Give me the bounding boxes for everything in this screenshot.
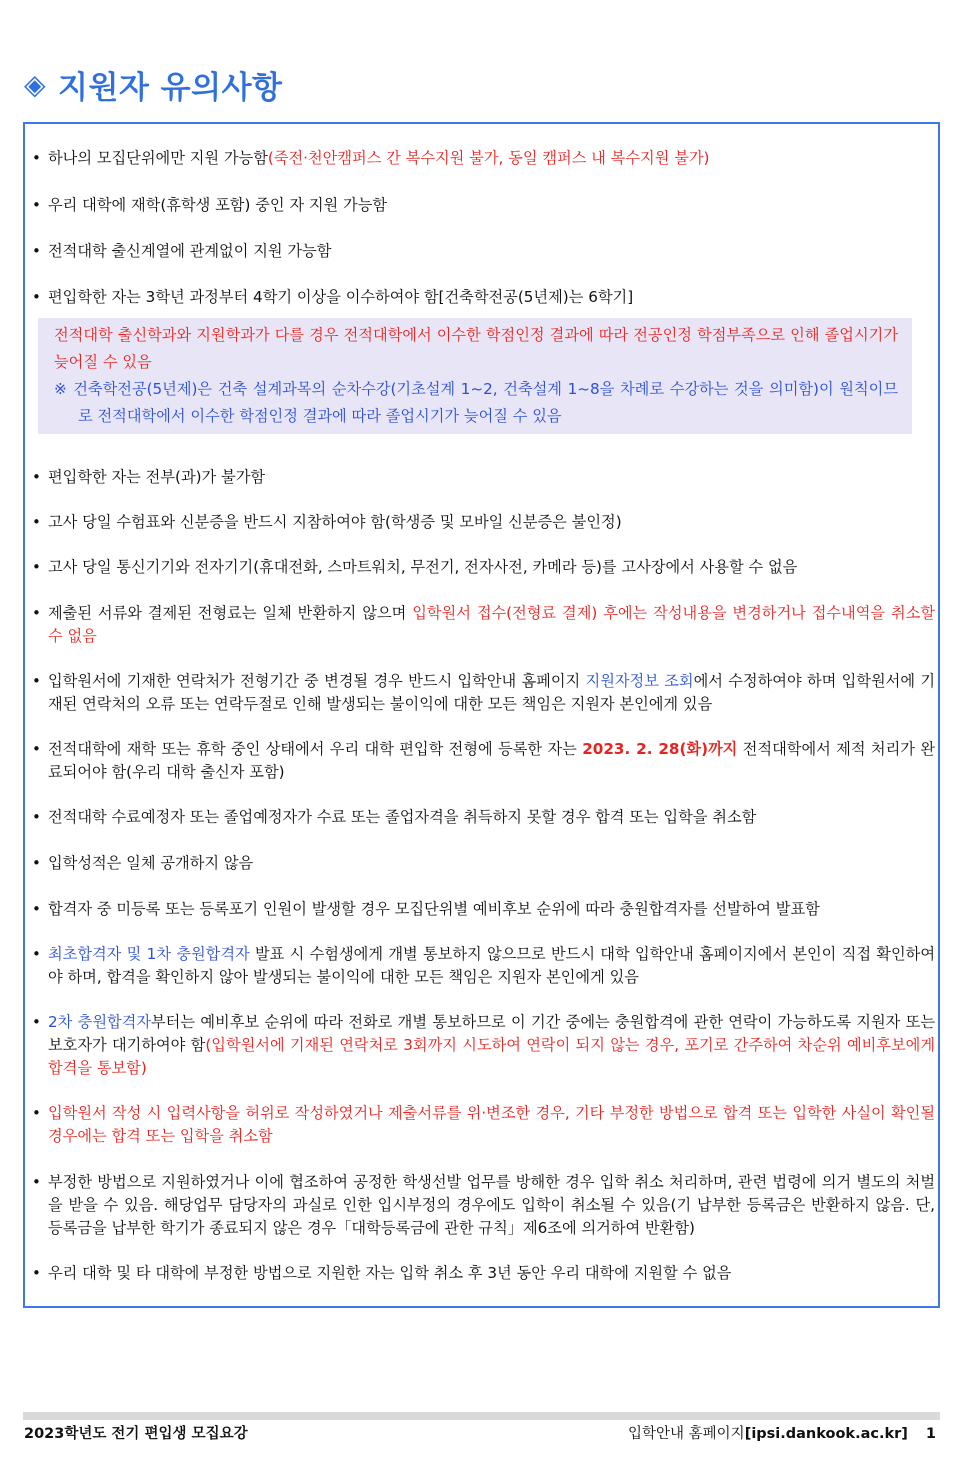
page-title-text: 지원자 유의사항 (58, 70, 283, 106)
list-item (32, 898, 935, 921)
list-item (32, 286, 935, 309)
footer-homepage-label: 입학안내 홈페이지 (628, 1426, 745, 1442)
item-text: 부터는 예비후보 순위에 따라 전화로 개별 통보하므로 이 기간 중에는 충원합격에 관한 연락이 가능하도록 지원자 또는 보호자가 대기하여야 함 (48, 1013, 935, 1054)
bullet-icon: • (32, 808, 41, 826)
bullet-icon: • (32, 900, 41, 918)
item-text: 입학성적은 일체 공개하지 않음 (48, 854, 254, 872)
item-red-text: (입학원서에 기재된 연락처로 3회까지 시도하여 연락이 되지 않는 경우, 포기로 간주하여 차순위 예비후보에게 합격을 통보함) (48, 1036, 935, 1077)
list-item (32, 147, 935, 170)
bullet-icon: • (32, 149, 41, 167)
list-item (32, 556, 935, 579)
bullet-icon: • (32, 1104, 41, 1122)
item-deadline: 2023. 2. 28(화)까지 (582, 740, 738, 758)
page-title (24, 62, 282, 107)
list-item (32, 511, 935, 534)
note-line-1: 전적대학 출신학과와 지원학과가 다를 경우 전적대학에서 이수한 학점인정 결과에 따라 전공인정 학점부족으로 인해 졸업시기가 늦어질 수 있음 (54, 326, 898, 371)
item-text: 우리 대학 및 타 대학에 부정한 방법으로 지원한 자는 입학 취소 후 3년 동안 우리 대학에 지원할 수 없음 (48, 1264, 732, 1282)
bullet-icon: • (32, 1264, 41, 1282)
item-red-text: 입학원서 접수(전형료 결제) 후에는 작성내용을 변경하거나 접수내역을 취소할 수 없음 (48, 604, 935, 645)
diamond-icon: ◈ (24, 68, 47, 101)
bullet-icon: • (32, 558, 41, 576)
list-item (32, 1171, 935, 1240)
bullet-icon: • (32, 1173, 41, 1191)
bullet-icon: • (32, 1013, 41, 1031)
bullet-icon: • (32, 854, 41, 872)
item-text: 합격자 중 미등록 또는 등록포기 인원이 발생할 경우 모집단위별 예비후보 순위에 따라 충원합격자를 선발하여 발표함 (48, 900, 820, 918)
bullet-icon: • (32, 242, 41, 260)
item-text: 고사 당일 통신기기와 전자기기(휴대전화, 스마트워치, 무전기, 전자사전, 카메라 등)를 고사장에서 사용할 수 없음 (48, 558, 798, 576)
bullet-icon: • (32, 288, 41, 306)
list-item (32, 1011, 935, 1080)
item-text: 제출된 서류와 결제된 전형료는 일체 반환하지 않으며 (48, 604, 413, 622)
bullet-icon: • (32, 740, 41, 758)
item-text: 전적대학 수료예정자 또는 졸업예정자가 수료 또는 졸업자격을 취득하지 못할 경우 합격 또는 입학을 취소함 (48, 808, 757, 826)
item-blue-text: 지원자정보 조회 (585, 672, 694, 690)
bullet-icon: • (32, 604, 41, 622)
item-red-text: 입학원서 작성 시 입력사항을 허위로 작성하였거나 제출서류를 위·변조한 경우, 기타 부정한 방법으로 합격 또는 입학한 사실이 확인될 경우에는 합격 또는 입학을 취소함 (48, 1104, 935, 1145)
list-item (32, 194, 935, 217)
footer-doc-title: 2023학년도 전기 편입생 모집요강 (24, 1426, 248, 1442)
bullet-icon: • (32, 513, 41, 531)
bullet-icon: • (32, 468, 41, 486)
list-item (32, 466, 935, 489)
note-box (38, 318, 912, 434)
item-text: 편입학한 자는 3학년 과정부터 4학기 이상을 이수하여야 함[건축학전공(5년제)는 6학기] (48, 288, 634, 306)
item-text: 우리 대학에 재학(휴학생 포함) 중인 자 지원 가능함 (48, 196, 388, 214)
item-blue-text: 2차 충원합격자 (48, 1013, 152, 1031)
list-item (32, 670, 935, 716)
item-text: 부정한 방법으로 지원하였거나 이에 협조하여 공정한 학생선발 업무를 방해한 경우 입학 취소 처리하며, 관련 법령에 의거 별도의 처벌을 받을 수 있음. 해당업무 담당자의 과실로 인한 입시부정의 경우에도 입학이 취소될 수 있음(기 납부한 등록금은 반환하지 않음. 단, 등록금을 납부한 학기가 종료되지 않은 경우「대학등록금에 관한 규칙」제6조에 의거하여 반환함) (48, 1173, 935, 1237)
list-item (32, 240, 935, 263)
item-text: 하나의 모집단위에만 지원 가능함 (48, 149, 268, 167)
item-text-post: 발표 시 수험생에게 개별 통보하지 않으므로 반드시 대학 입학안내 홈페이지에서 본인이 직접 확인하여야 하며, 합격을 확인하지 않아 발생되는 불이익에 대한 모든 책임은 지원자 본인에게 있음 (48, 945, 935, 986)
item-text: 전적대학 출신계열에 관계없이 지원 가능함 (48, 242, 332, 260)
item-text: 고사 당일 수험표와 신분증을 반드시 지참하여야 함(학생증 및 모바일 신분증은 불인정) (48, 513, 622, 531)
list-item (32, 738, 935, 784)
item-text: 전적대학에 재학 또는 휴학 중인 상태에서 우리 대학 편입학 전형에 등록한 자는 (48, 740, 583, 758)
bullet-icon: • (32, 196, 41, 214)
item-text-post: 에서 수정하여야 하며 입학원서에 기재된 연락처의 오류 또는 연락두절로 인해 발생되는 불이익에 대한 모든 책임은 지원자 본인에게 있음 (48, 672, 935, 713)
list-item (32, 852, 935, 875)
item-text-post: 전적대학에서 제적 처리가 완료되어야 함(우리 대학 출신자 포함) (48, 740, 935, 781)
list-item (32, 1102, 935, 1148)
item-blue-text: 최초합격자 및 1차 충원합격자 (48, 945, 250, 963)
note-line-2: ※ 건축학전공(5년제)은 건축 설계과목의 순차수강(기초설계 1~2, 건축설계 1~8을 차례로 수강하는 것을 의미함)이 원칙이므로 전적대학에서 이수한 학점인정 결과에 따라 졸업시기가 늦어질 수 있음 (54, 380, 898, 425)
list-item (32, 602, 935, 648)
list-item (32, 806, 935, 829)
page-number: 1 (925, 1426, 936, 1442)
item-text: 입학원서에 기재한 연락처가 전형기간 중 변경될 경우 반드시 입학안내 홈페이지 (48, 672, 586, 690)
item-text: 편입학한 자는 전부(과)가 불가함 (48, 468, 266, 486)
bullet-icon: • (32, 672, 41, 690)
footer-homepage-link[interactable]: [ipsi.dankook.ac.kr] (744, 1426, 908, 1442)
bullet-icon: • (32, 945, 41, 963)
item-red-text: (죽전·천안캠퍼스 간 복수지원 불가, 동일 캠퍼스 내 복수지원 불가) (267, 149, 710, 167)
footer-homepage (628, 1422, 936, 1443)
list-item (32, 1262, 935, 1285)
footer-divider (23, 1412, 940, 1420)
list-item (32, 943, 935, 989)
